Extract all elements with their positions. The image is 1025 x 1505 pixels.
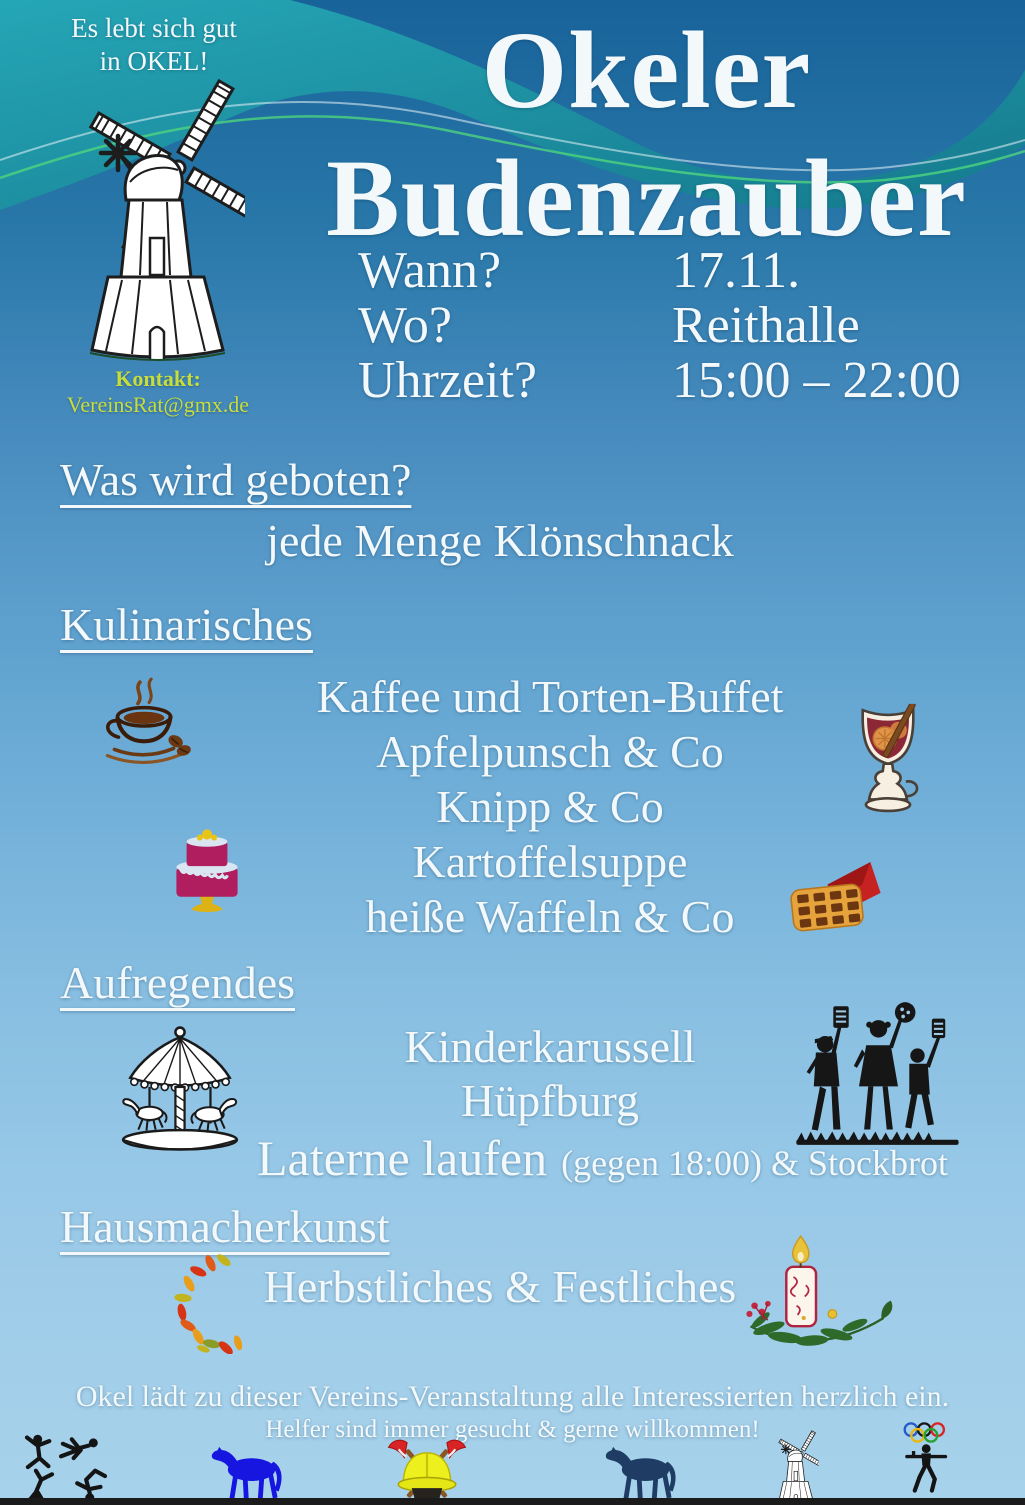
footer-invitation: Okel lädt zu dieser Vereins-Veranstaltung alle Interessierten herzlich ein. bbox=[75, 1380, 950, 1413]
tagline-line1: Es lebt sich gut bbox=[71, 13, 237, 43]
list-item: Apfelpunsch & Co bbox=[376, 726, 724, 777]
fire-brigade-icon bbox=[383, 1437, 471, 1504]
list-item: Kinderkarussell bbox=[404, 1021, 696, 1072]
acrobats-icon bbox=[16, 1433, 124, 1503]
tagline bbox=[28, 12, 280, 78]
tagline-line2: in OKEL! bbox=[99, 46, 209, 76]
section-heading-hausmacherkunst: Hausmacherkunst bbox=[60, 1201, 390, 1252]
angebot-item: jede Menge Klönschnack bbox=[266, 515, 734, 566]
detail-value-wo: Reithalle bbox=[672, 297, 860, 354]
event-details bbox=[358, 243, 961, 408]
list-item: Knipp & Co bbox=[436, 781, 664, 832]
section-heading-aufregendes: Aufregendes bbox=[60, 957, 296, 1008]
olympic-shooter-icon bbox=[900, 1422, 960, 1502]
detail-value-uhrzeit: 15:00 – 22:00 bbox=[672, 352, 961, 409]
aufregendes-list bbox=[150, 1020, 950, 1128]
section-heading-angebot: Was wird geboten? bbox=[60, 454, 412, 505]
detail-label-wann: Wann? bbox=[358, 242, 502, 299]
laterne-detail: (gegen 18:00) & Stockbrot bbox=[561, 1143, 949, 1183]
detail-row-wo bbox=[358, 298, 961, 353]
list-item: Kartoffelsuppe bbox=[412, 836, 688, 887]
title-line2: Budenzauber bbox=[326, 136, 967, 259]
list-item: heiße Waffeln & Co bbox=[365, 891, 735, 942]
detail-value-wann: 17.11. bbox=[672, 242, 801, 299]
detail-label-wo: Wo? bbox=[358, 297, 452, 354]
detail-label-uhrzeit: Uhrzeit? bbox=[358, 352, 538, 409]
contact-label: Kontakt: bbox=[115, 366, 201, 391]
detail-row-wann bbox=[358, 243, 961, 298]
laterne-line bbox=[180, 1129, 1025, 1187]
hausmacherkunst-item: Herbstliches & Festliches bbox=[263, 1261, 737, 1312]
kulinarisches-list bbox=[150, 669, 950, 944]
windmill-small-icon bbox=[772, 1428, 820, 1504]
candle-icon bbox=[734, 1232, 898, 1360]
bottom-edge-bar bbox=[0, 1498, 1025, 1505]
laterne-main: Laterne laufen bbox=[256, 1130, 548, 1186]
list-item: Kaffee und Torten-Buffet bbox=[316, 671, 784, 722]
section-heading-kulinarisches: Kulinarisches bbox=[60, 599, 313, 650]
contact-block bbox=[8, 366, 308, 418]
blue-horse-icon bbox=[206, 1446, 290, 1502]
dark-horse-icon bbox=[600, 1446, 684, 1502]
detail-row-uhrzeit bbox=[358, 353, 961, 408]
poster-title bbox=[268, 7, 1025, 262]
list-item: Hüpfburg bbox=[460, 1075, 640, 1126]
title-line1: Okeler bbox=[481, 9, 812, 131]
contact-email: VereinsRat@gmx.de bbox=[66, 392, 250, 417]
windmill-logo-icon bbox=[70, 70, 245, 365]
footer-helpers: Helfer sind immer gesucht & gerne willkommen! bbox=[265, 1416, 760, 1443]
